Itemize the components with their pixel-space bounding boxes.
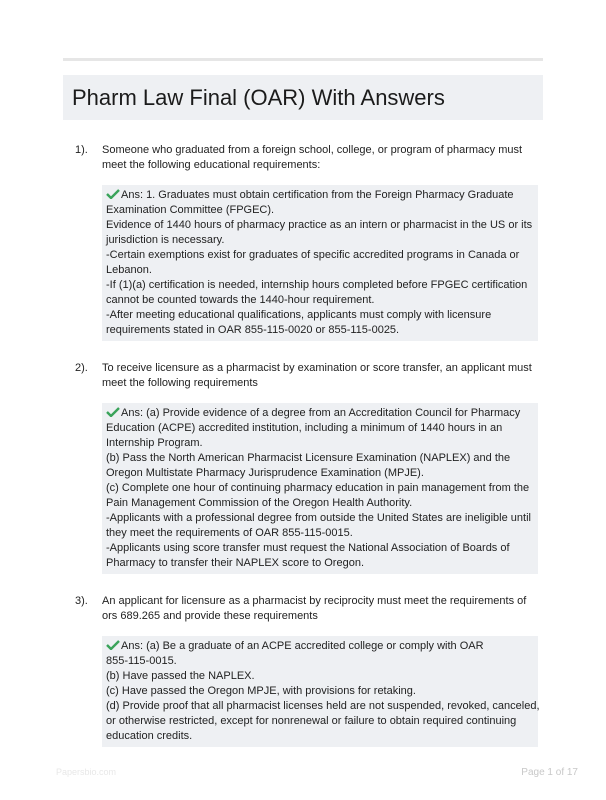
answer-line: Pharmacy to transfer their NAPLEX score to Oregon. <box>106 557 365 569</box>
answer-line: Oregon Multistate Pharmacy Jurisprudence Examination (MPJE). <box>106 467 424 479</box>
checkmark-icon <box>106 407 120 417</box>
answer-line: Pain Management Commission of the Oregon Health Authority. <box>106 497 413 509</box>
answer-line: Evidence of 1440 hours of pharmacy practice as an intern or pharmacist in the US or its <box>106 219 533 231</box>
answer-line: Ans: 1. Graduates must obtain certification from the Foreign Pharmacy Graduate <box>106 188 538 203</box>
answer-line: Examination Committee (FPGEC). <box>106 204 275 216</box>
answer-box <box>102 185 538 341</box>
answer-line: Lebanon. <box>106 264 152 276</box>
checkmark-icon <box>106 640 120 650</box>
answer-line: -Applicants using score transfer must request the National Association of Boards of <box>106 542 510 554</box>
title-banner <box>63 75 543 120</box>
question-text: To receive licensure as a pharmacist by examination or score transfer, an applicant must meet the following requirements <box>102 362 532 389</box>
answer-line: (c) Have passed the Oregon MPJE, with provisions for retaking. <box>106 685 416 697</box>
answer-line: (b) Have passed the NAPLEX. <box>106 670 255 682</box>
answer-line: -After meeting educational qualifications, applicants must comply with licensure <box>106 309 492 321</box>
answer-line: 855-115-0015. <box>106 655 177 667</box>
answer-line: they meet the requirements of OAR 855-115-0015. <box>106 527 353 539</box>
page-indicator: Page 1 of 17 <box>521 767 578 778</box>
answer-box <box>102 636 538 747</box>
answer-line: Education (ACPE) accredited institution, including a minimum of 1440 hours in an <box>106 422 503 434</box>
top-divider <box>63 58 543 61</box>
question-text: An applicant for licensure as a pharmacist by reciprocity must meet the requirements of ors 689.265 and provide these requirements <box>102 595 527 622</box>
answer-line: (b) Pass the North American Pharmacist Licensure Examination (NAPLEX) and the <box>106 452 511 464</box>
answer-line: education credits. <box>106 730 193 742</box>
answer-line: jurisdiction is necessary. <box>106 234 225 246</box>
question-text: Someone who graduated from a foreign school, college, or program of pharmacy must meet the following educational requirements: <box>102 144 523 171</box>
answer-box <box>102 403 538 574</box>
answer-line: cannot be counted towards the 1440-hour requirement. <box>106 294 375 306</box>
answer-line: or otherwise restricted, except for nonrenewal or failure to obtain required continuing <box>106 715 517 727</box>
answer-line: -Applicants with a professional degree from outside the United States are ineligible until <box>106 512 531 524</box>
answer-line: Internship Program. <box>106 437 203 449</box>
question-number: 3). <box>75 595 88 607</box>
answer-line: requirements stated in OAR 855-115-0020 or 855-115-0025. <box>106 324 400 336</box>
question-number: 2). <box>75 362 88 374</box>
answer-line: Ans: (a) Provide evidence of a degree from an Accreditation Council for Pharmacy <box>106 406 538 421</box>
question-number: 1). <box>75 144 88 156</box>
answer-line: -Certain exemptions exist for graduates of specific accredited programs in Canada or <box>106 249 520 261</box>
page-title: Pharm Law Final (OAR) With Answers <box>72 85 445 110</box>
answer-line: (c) Complete one hour of continuing pharmacy education in pain management from the <box>106 482 530 494</box>
answer-line: Ans: (a) Be a graduate of an ACPE accredited college or comply with OAR <box>106 639 538 654</box>
watermark-text: Papersbio.com <box>56 767 117 777</box>
answer-line: (d) Provide proof that all pharmacist licenses held are not suspended, revoked, canceled, <box>106 700 540 712</box>
checkmark-icon <box>106 189 120 199</box>
answer-line: -If (1)(a) certification is needed, internship hours completed before FPGEC certification <box>106 279 528 291</box>
